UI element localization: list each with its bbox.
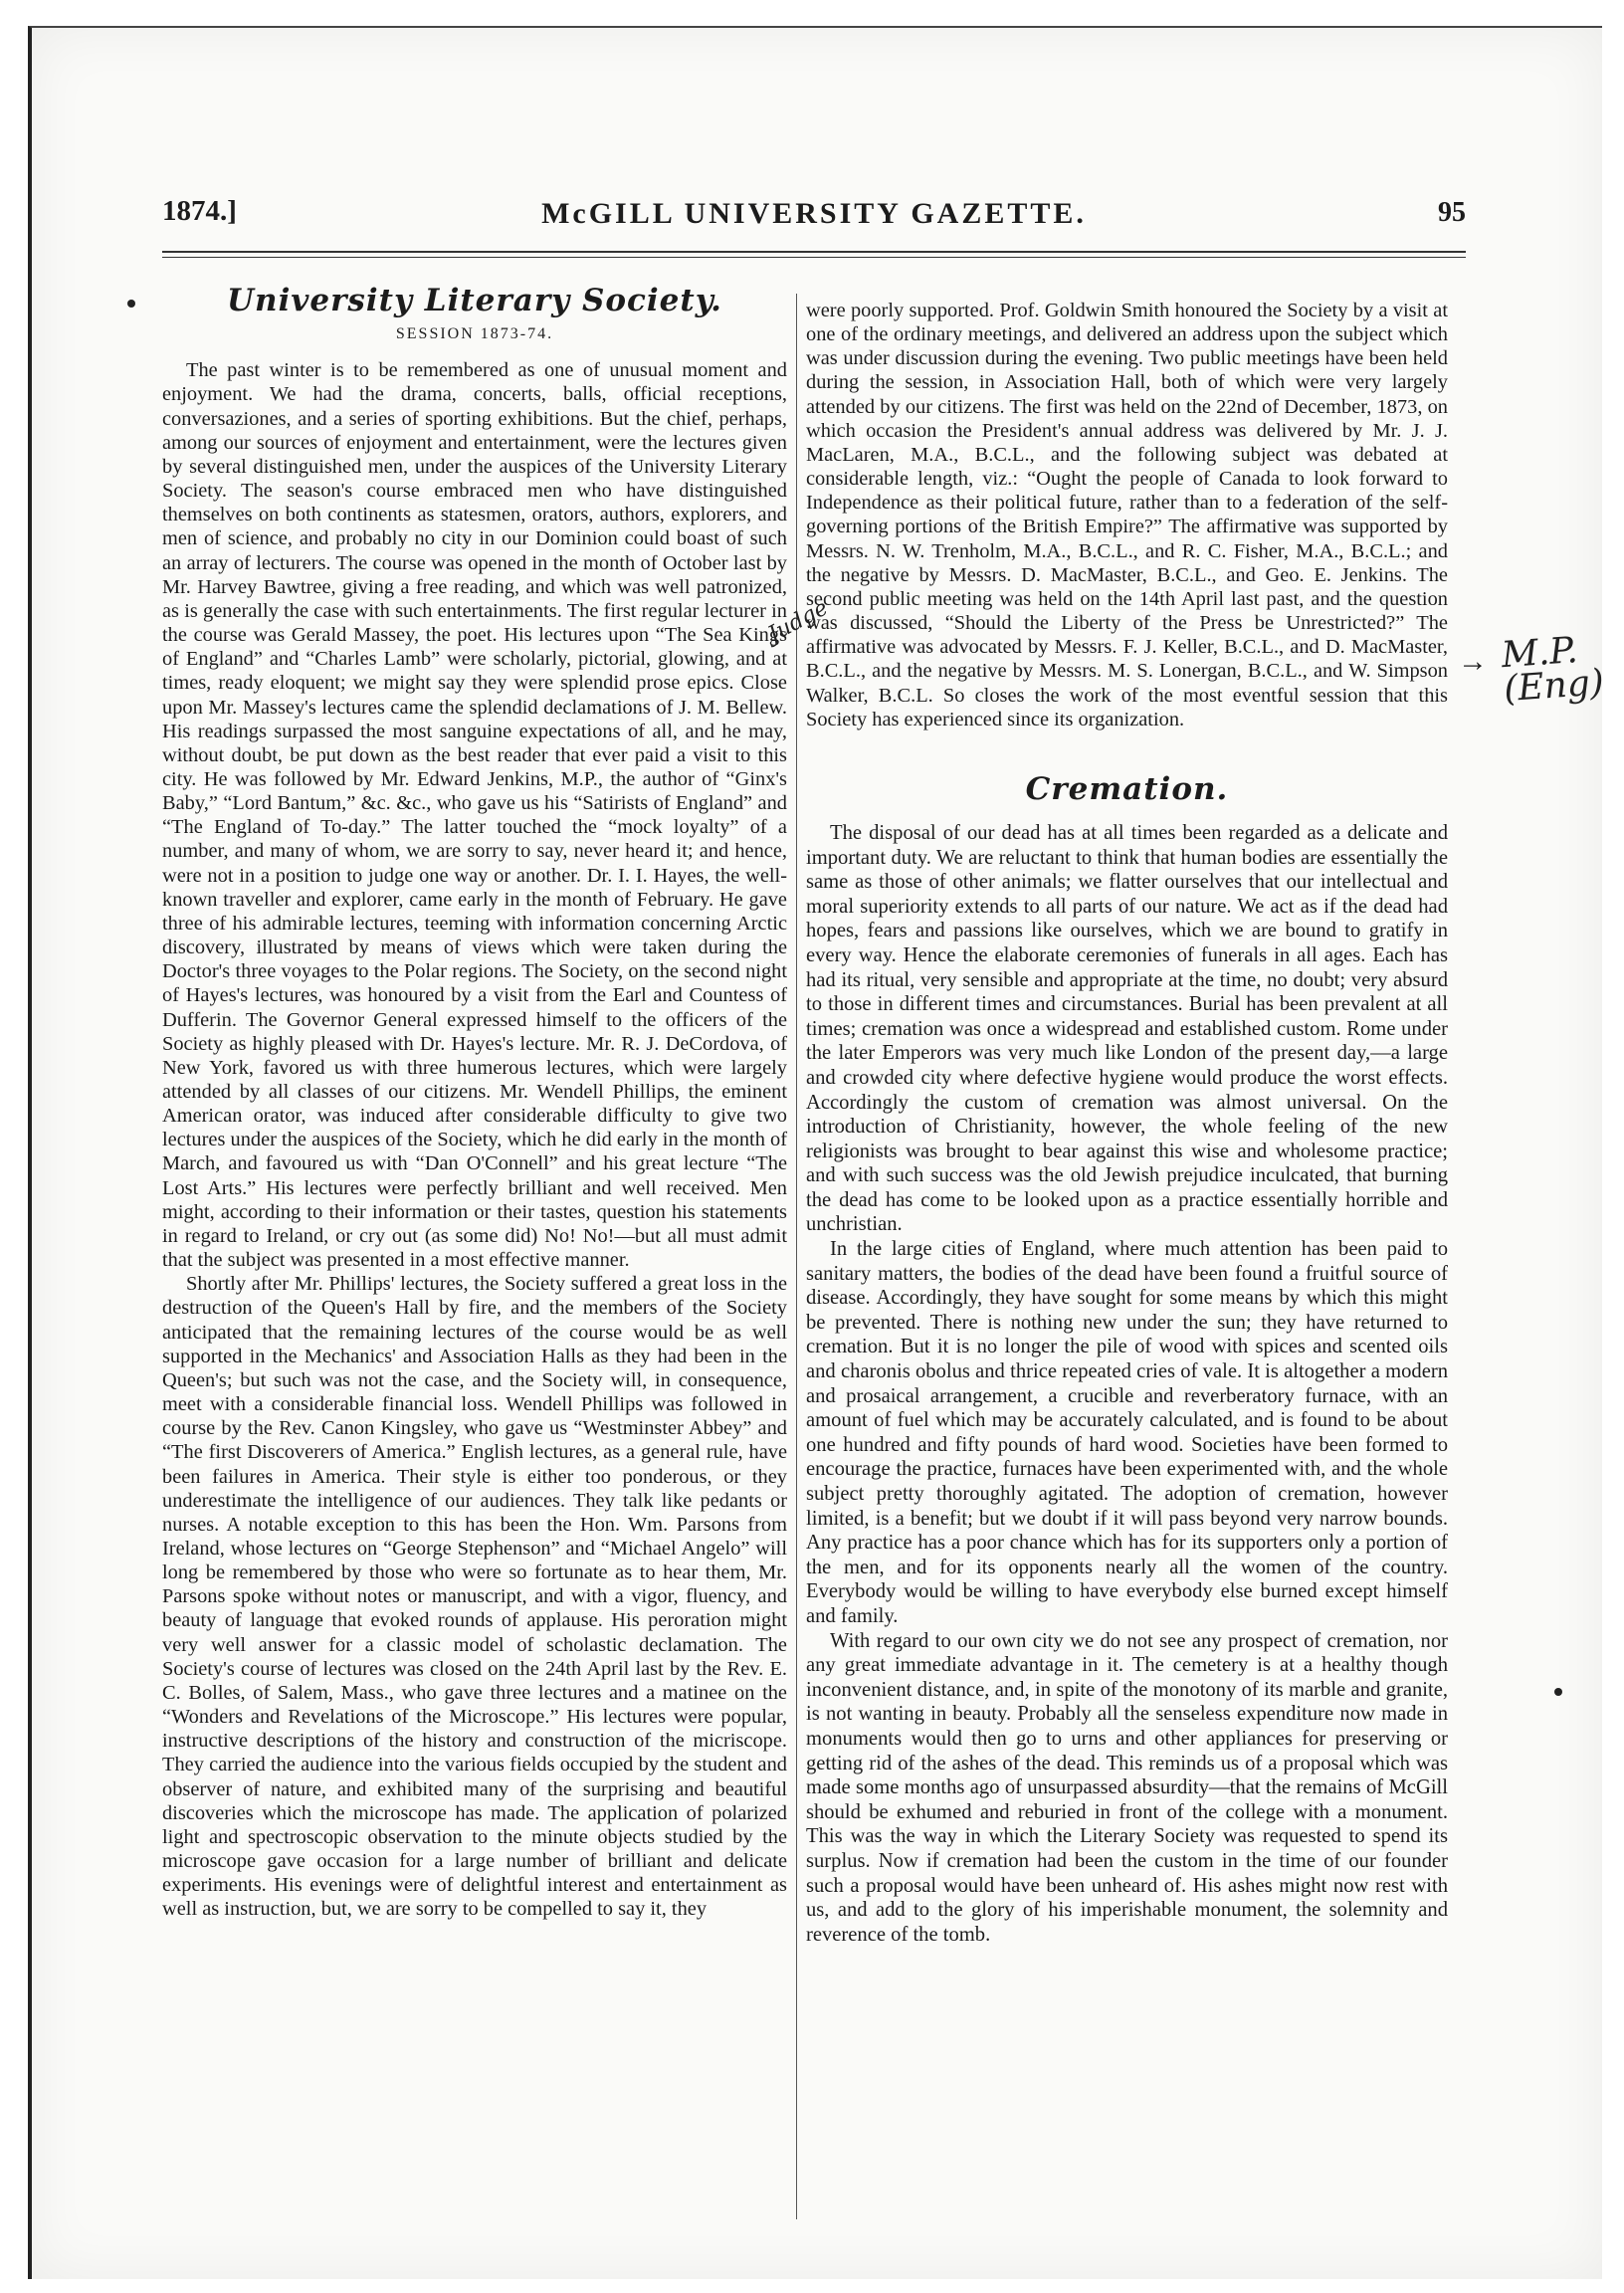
- header-rule-top: [162, 251, 1466, 253]
- handwritten-inline-note: Judge: [763, 595, 833, 648]
- society-title: University Literary Society.: [227, 283, 722, 318]
- column-divider: [796, 294, 797, 2219]
- margin-dot-left: [127, 300, 135, 308]
- page-number: 95: [1438, 197, 1466, 228]
- right-column: [806, 299, 1448, 1947]
- session-label: SESSION 1873-74.: [395, 325, 554, 343]
- handwritten-arrow-icon: →: [1458, 645, 1488, 678]
- cremation-paragraph-3: With regard to our own city we do not see any prospect of cremation, nor any great immediate advantage in it. The cemetery is at a healthy though inconvenient distance, and, in spite of the monotony of its marble and granite, is not wanting in beauty. Probably all the senseless expenditure now made in monuments would then go to urns and other appliances for preserving or getting rid of the ashes of the dead. This reminds us of a proposal which was made some months ago of unsurpassed absurdity—that the remains of McGill should be exhumed and reburied in front of the college with a monument. This was the way in which the Literary Society was requested to spend its surplus. Now if cremation had been the custom in the time of our founder such a proposal would have been unheard of. His ashes might now rest with us, and add to the glory of his imperishable monument, the solemnity and reverence of the tomb.: [806, 1629, 1448, 1946]
- cremation-title: Cremation.: [1025, 770, 1229, 807]
- margin-dot-right: [1554, 1688, 1562, 1696]
- society-continuation: were poorly supported. Prof. Goldwin Smith honoured the Society by a visit at one of the ordinary meetings, and delivered an address upon the subject which was under discussion during the evening. Two public meetings have been held during the session, in Association Hall, both of which were very largely attended by our citizens. The first was held on the 22nd of December, 1873, on which occasion the President's annual address was delivered by Mr. J. J. MacLaren, M.A., B.C.L., and the following subject was debated at considerable length, viz.: “Ought the people of Canada to look forward to Independence as their political future, rather than to a federation of the self-governing portions of the British Empire?” The affirmative was supported by Messrs. N. W. Trenholm, M.A., B.C.L., and R. C. Fisher, M.A., B.C.L.; and the negative by Messrs. D. MacMaster, B.C.L., and Geo. E. Jenkins. The second public meeting was held on the 14th April last past, and the question was discussed, “Should the Liberty of the Press be Unrestricted?” The affirmative was advocated by Messrs. F. J. Keller, B.C.L., and D. MacMaster, B.C.L., and the negative by Messrs. M. S. Lonergan, B.C.L., and W. Simpson Walker, B.C.L. So closes the work of the most eventful session that this Society has experienced since its organization.: [806, 300, 1448, 730]
- handwritten-margin-note: M.P. (Eng): [1500, 629, 1606, 711]
- society-paragraph-1: The past winter is to be remembered as one of unusual moment and enjoyment. We had the drama, concerts, balls, official receptions, conversaziones, and a series of sporting exhibitions. But the chief, perhaps, among our sources of enjoyment and entertainment, were the lectures given by several distinguished men, under the auspices of the University Literary Society. The season's course embraced men who have distinguished themselves on both continents as statesmen, orators, authors, explorers, and men of science, and probably no city in our Dominion could boast of such an array of lecturers. The course was opened in the month of October last by Mr. Harvey Bawtree, giving a free reading, and which was well patronized, as is generally the case with such entertainments. The first regular lecturer in the course was Gerald Massey, the poet. His lectures upon “The Sea Kings of England” and “Charles Lamb” were scholarly, pictorial, glowing, and at times, ready eloquent; we might say they were splendid prose epics. Close upon Mr. Massey's lectures came the splendid declamations of J. M. Bellew. His readings surpassed the most sanguine expectations of all, and he may, without doubt, be put down as the best reader that ever paid a visit to this city. He was followed by Mr. Edward Jenkins, M.P., the author of “Ginx's Baby,” “Lord Bantum,” &c. &c., who gave us his “Satirists of England” and “The England of To-day.” The latter touched the “mock loyalty” of a number, and many of whom, we are sorry to say, never heard it; and hence, were not in a position to judge one way or another. Dr. I. I. Hayes, the well-known traveller and explorer, came early in the month of February. He gave three of his admirable lectures, teeming with information concerning Arctic discovery, illustrated by means of views which were taken during the Doctor's three voyages to the Polar regions. The Society, on the second night of Hayes's lectures, was honoured by a visit from the Earl and Countess of Dufferin. The Governor General expressed himself to the officers of the Society as highly pleased with Dr. Hayes's lecture. Mr. R. J. DeCordova, of New York, favored us with three humerous lectures, which were largely attended by all classes of our citizens. Mr. Wendell Phillips, the eminent American orator, was induced after considerable difficulty to give two lectures under the auspices of the Society, which he did early in the month of March, and favoured us with “Dan O'Connell” and his great lecture “The Lost Arts.” His lectures were perfectly brilliant and well received. Men might, according to their information or their tastes, question his statements in regard to Ireland, or cry out (as some did) No! No!—but all must admit that the subject was presented in a most effective manner.: [162, 359, 787, 1272]
- cremation-paragraph-1: The disposal of our dead has at all times been regarded as a delicate and important duty. We are reluctant to think that human bodies are essentially the same as those of other animals; we flatter ourselves that our intellectual and moral superiority extends to all parts of our nature. We act as if the dead had hopes, fears and passions like ourselves, which we are bound to gratify in every way. Hence the elaborate ceremonies of funerals in all ages. Each has had its ritual, very sensible and appropriate at the time, no doubt; very absurd to those in different times and circumstances. Burial has been prevalent at all times; cremation was once a widespread and established custom. Rome under the later Emperors was very much like London of the present day,—a large and crowded city where defective hygiene would produce the worst effects. Accordingly the custom of cremation was almost universal. On the introduction of Christianity, however, the whole feeling of the new religionists was brought to bear against this wise and wholesome practice; and with such success was the old Jewish prejudice inculcated, that burning the dead has come to be looked upon as a practice essentially horrible and unchristian.: [806, 821, 1448, 1236]
- cremation-paragraph-2: In the large cities of England, where much attention has been paid to sanitary matters, the bodies of the dead have been found a fruitful source of disease. Accordingly, they have sought for some means by which this might be prevented. There is nothing new under the sun; they have returned to cremation. But it is no longer the pile of wood with spices and scented oils and charonis obolus and thrice repeated cries of vale. It is altogether a modern and prosaical arrangement, a crucible and reverberatory furnace, with an amount of fuel which may be accurately calculated, and is found to be about one hundred and fifty pounds of hard wood. Societies have been formed to encourage the practice, furnaces have been experimented with, and the whole subject pretty thoroughly agitated. The adoption of cremation, however limited, is a benefit; but we doubt if it will pass beyond very narrow bounds. Any practice has a poor chance which has for its supporters only a portion of the men, and for its opponents nearly all the women of the country. Everybody would be willing to have everybody else burned except himself and family.: [806, 1238, 1448, 1627]
- left-column: [162, 283, 787, 1921]
- header-rule-bottom: [162, 257, 1466, 258]
- header-year: 1874.]: [162, 195, 237, 227]
- society-paragraph-2: Shortly after Mr. Phillips' lectures, the Society suffered a great loss in the destruction of the Queen's Hall by fire, and the members of the Society anticipated that the remaining lectures of the course would be as well supported in the Mechanics' and Association Halls as they had been in the Queen's; but such was not the case, and the Society will, in consequence, meet with a considerable financial loss. Wendell Phillips was followed in course by the Rev. Canon Kingsley, who gave us “Westminster Abbey” and “The first Discoverers of America.” English lectures, as a general rule, have been failures in America. Their style is either too ponderous, or they underestimate the intelligence of our audiences. They talk like pedants or nurses. A notable exception to this has been the Hon. Wm. Parsons from Ireland, whose lectures on “George Stephenson” and “Michael Angelo” will long be remembered by those who were so fortunate as to hear them, Mr. Parsons spoke without notes or manuscript, and with a vigor, fluency, and beauty of language that evoked rounds of applause. His peroration might very well answer for a classic model of scholastic declamation. The Society's course of lectures was closed on the 24th April last by the Rev. E. C. Bolles, of Salem, Mass., who gave three lectures and a matinee on the “Wonders and Revelations of the Microscope.” His lectures were popular, instructive descriptions of the history and construction of the micriscope. They carried the audience into the various fields occupied by the student and observer of nature, and exhibited many of the surprising and beautiful discoveries which the microscope has made. The application of polarized light and spectroscopic observation to the minute objects studied by the microscope gave occasion for a large number of brilliant and delicate experiments. His evenings were of delightful interest and entertainment as well as instruction, but, we are sorry to be compelled to say it, they: [162, 1273, 787, 1921]
- page-header: [162, 195, 1466, 245]
- header-title: McGILL UNIVERSITY GAZETTE.: [541, 197, 1087, 230]
